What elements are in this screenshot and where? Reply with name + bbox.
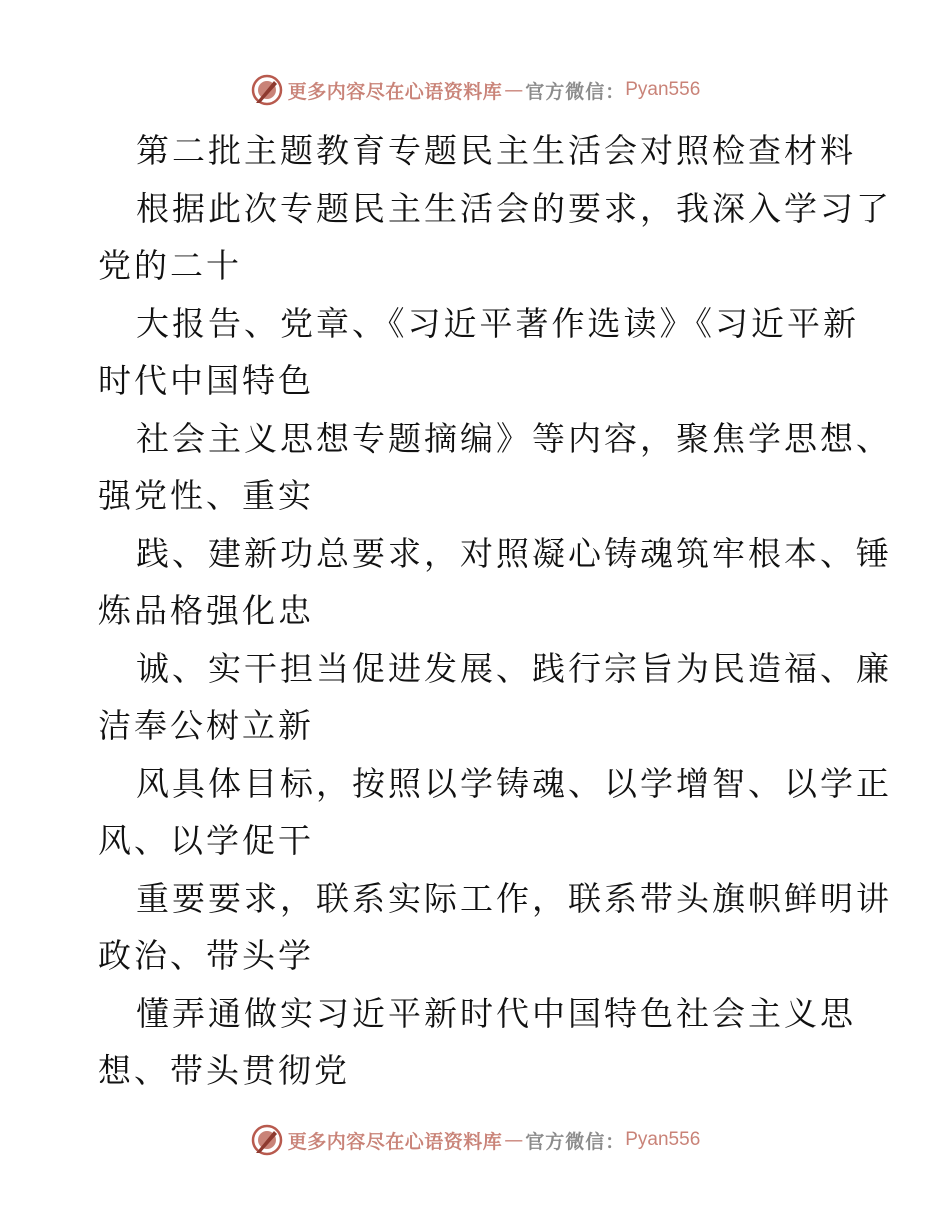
quill-logo-icon bbox=[250, 1123, 284, 1157]
watermark-header bbox=[0, 72, 950, 108]
paragraph-line: 风、以学促干 bbox=[98, 821, 314, 860]
watermark-id: Pyan556 bbox=[625, 79, 701, 100]
paragraph-line: 懂弄通做实习近平新时代中国特色社会主义思 bbox=[136, 993, 856, 1033]
paragraph-line: 政治、带头学 bbox=[98, 936, 314, 975]
paragraph-line: 时代中国特色 bbox=[98, 361, 314, 400]
watermark-dash: — bbox=[504, 79, 524, 101]
watermark-footer bbox=[0, 1122, 950, 1158]
watermark-id: Pyan556 bbox=[625, 1129, 701, 1150]
paragraph-line: 社会主义思想专题摘编》等内容，聚焦学思想、 bbox=[136, 418, 892, 458]
paragraph-line: 强党性、重实 bbox=[98, 476, 314, 515]
document-title: 第二批主题教育专题民主生活会对照检查材料 bbox=[136, 131, 856, 170]
paragraph-line: 党的二十 bbox=[98, 246, 242, 285]
document-body bbox=[98, 122, 892, 1100]
watermark-site: 更多内容尽在心语资料库 bbox=[287, 80, 503, 103]
watermark-official: 官方微信： bbox=[525, 80, 626, 103]
watermark-official: 官方微信： bbox=[525, 1130, 626, 1153]
paragraph-line: 炼品格强化忠 bbox=[98, 591, 314, 630]
paragraph-line: 践、建新功总要求，对照凝心铸魂筑牢根本、锤 bbox=[136, 533, 892, 573]
paragraph-line: 根据此次专题民主生活会的要求，我深入学习了 bbox=[136, 188, 892, 228]
watermark-site: 更多内容尽在心语资料库 bbox=[287, 1130, 503, 1153]
paragraph-line: 洁奉公树立新 bbox=[98, 706, 314, 745]
quill-logo-icon bbox=[250, 73, 284, 107]
watermark-dash: — bbox=[504, 1129, 524, 1151]
paragraph-line: 大报告、党章、《习近平著作选读》《习近平新 bbox=[136, 303, 859, 343]
paragraph-line: 诚、实干担当促进发展、践行宗旨为民造福、廉 bbox=[136, 648, 892, 688]
paragraph-line: 重要要求，联系实际工作，联系带头旗帜鲜明讲 bbox=[136, 878, 892, 918]
paragraph-line: 想、带头贯彻党 bbox=[98, 1051, 350, 1090]
paragraph-line: 风具体目标，按照以学铸魂、以学增智、以学正 bbox=[136, 763, 892, 803]
